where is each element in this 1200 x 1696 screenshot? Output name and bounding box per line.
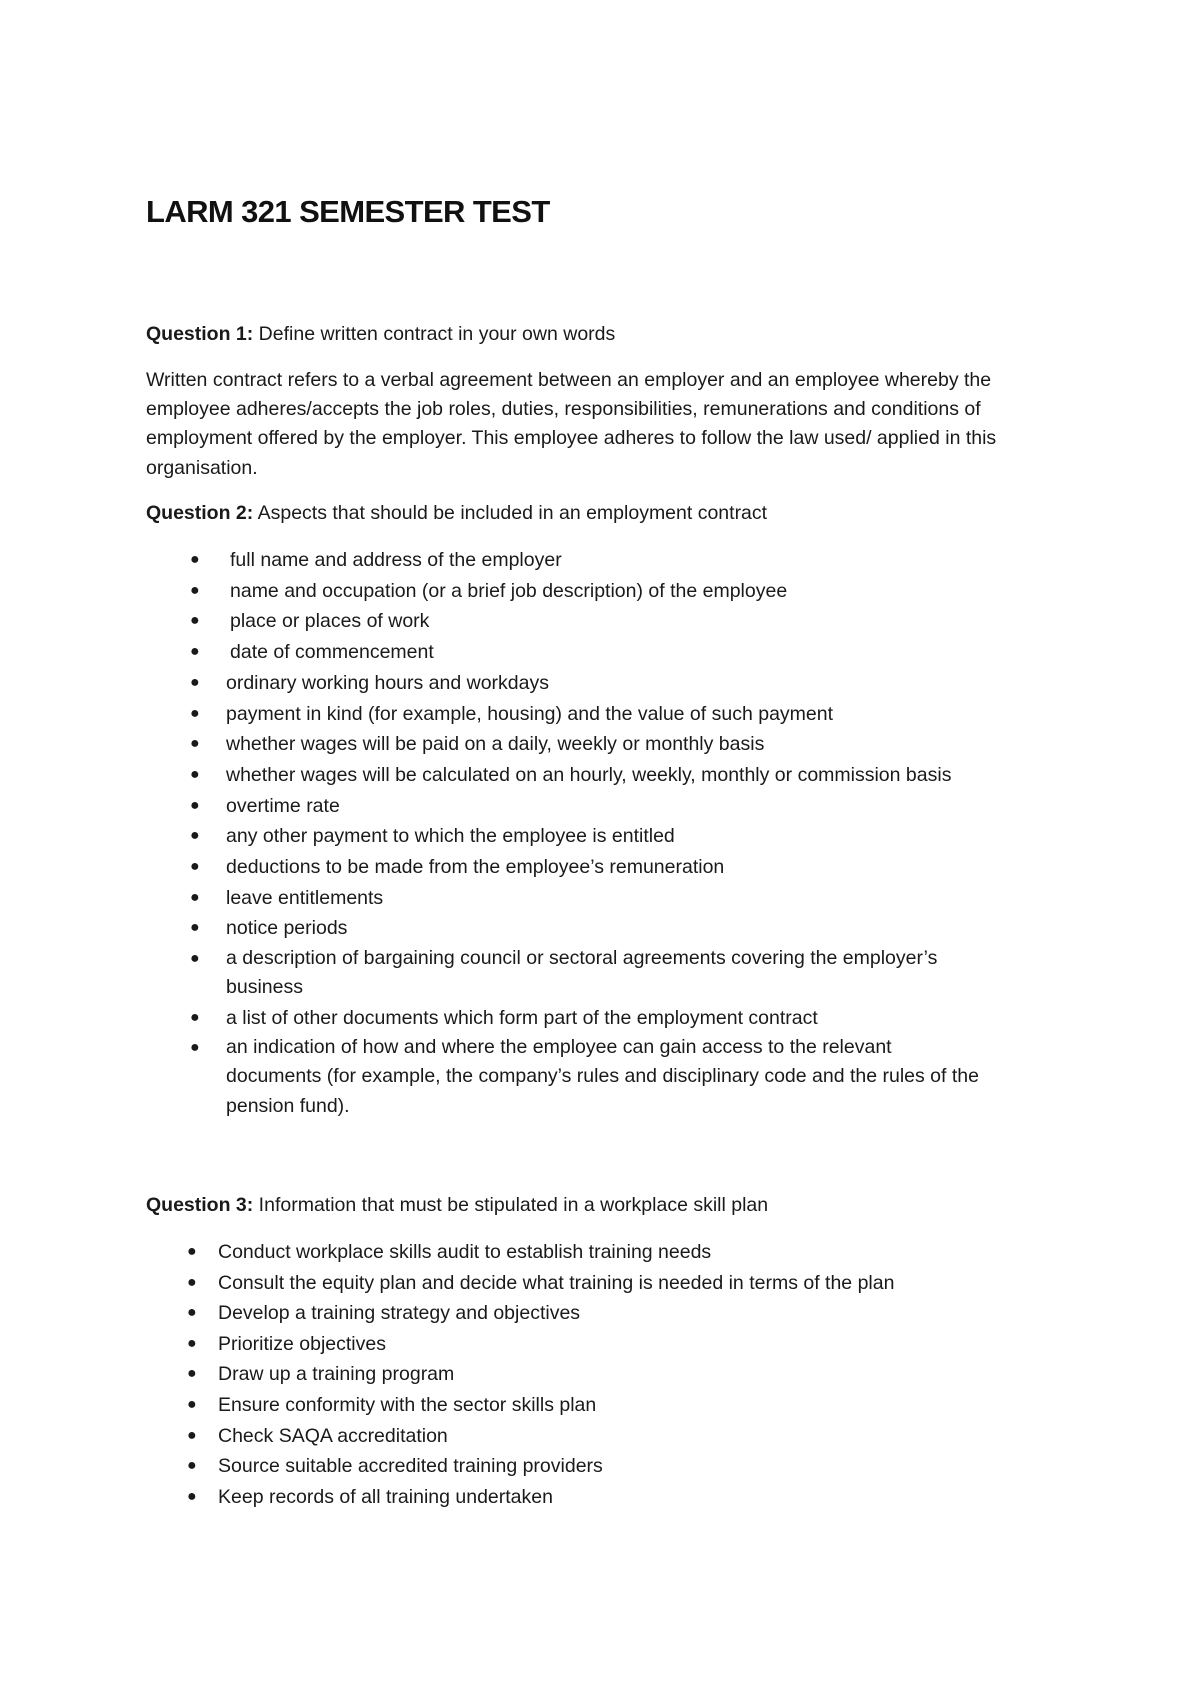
question-1-heading [146, 320, 1066, 349]
bullet-dot-icon: ● [187, 1334, 197, 1352]
bullet-dot-icon: ● [190, 950, 200, 968]
list-item: ● a list of other documents which form part of the employment contract [146, 1003, 986, 1034]
list-item: ● notice periods [146, 913, 986, 944]
bullet-dot-icon: ● [187, 1365, 197, 1383]
list-item: ● Develop a training strategy and objectives [146, 1298, 1066, 1329]
question-2-label: Question 2: [146, 502, 254, 524]
list-item: ● Consult the equity plan and decide what training is needed in terms of the plan [146, 1268, 1066, 1299]
list-item: ● Ensure conformity with the sector skills plan [146, 1390, 1066, 1421]
bullet-dot-icon: ● [190, 858, 200, 876]
bullet-dot-icon: ● [190, 735, 200, 753]
question-1-prompt: Define written contract in your own words [253, 323, 616, 345]
list-item: ● full name and address of the employer [146, 545, 986, 576]
question-1-label: Question 1: [146, 323, 254, 345]
list-item: ● Source suitable accredited training providers [146, 1451, 1066, 1482]
bullet-dot-icon: ● [190, 796, 200, 814]
bullet-dot-icon: ● [187, 1457, 197, 1475]
list-item: ● an indication of how and where the employee can gain access to the relevant documents (for example, the company’s rules and disciplinary code and the rules of the pension fund). [146, 1033, 986, 1121]
bullet-dot-icon: ● [190, 888, 200, 906]
question-1-section [146, 320, 1066, 483]
question-3-list [146, 1237, 1066, 1512]
list-item: ● Prioritize objectives [146, 1329, 1066, 1360]
list-item: ● a description of bargaining council or sectoral agreements covering the employer’s business [146, 944, 986, 1002]
bullet-dot-icon: ● [187, 1273, 197, 1291]
bullet-dot-icon: ● [190, 919, 200, 937]
question-2-prompt: Aspects that should be included in an employment contract [253, 502, 768, 524]
list-item: ● overtime rate [146, 791, 986, 822]
list-item: ● ordinary working hours and workdays [146, 668, 986, 699]
bullet-dot-icon: ● [190, 612, 200, 630]
list-item: ● whether wages will be paid on a daily, weekly or monthly basis [146, 729, 986, 760]
list-item: ● payment in kind (for example, housing) and the value of such payment [146, 699, 986, 730]
list-item: ● place or places of work [146, 606, 986, 637]
list-item: ● Check SAQA accreditation [146, 1421, 1066, 1452]
list-item: ● Draw up a training program [146, 1359, 1066, 1390]
bullet-dot-icon: ● [190, 704, 200, 722]
bullet-dot-icon: ● [187, 1243, 197, 1260]
list-item: ● whether wages will be calculated on an hourly, weekly, monthly or commission basis [146, 760, 986, 791]
bullet-dot-icon: ● [190, 581, 200, 599]
list-item: ● deductions to be made from the employee’s remuneration [146, 852, 986, 883]
bullet-dot-icon: ● [187, 1426, 197, 1444]
list-item: ● date of commencement [146, 637, 986, 668]
question-3-section [146, 1191, 1066, 1512]
question-2-heading [146, 499, 1066, 528]
question-2-list [146, 545, 1066, 1121]
bullet-dot-icon: ● [190, 765, 200, 783]
question-3-prompt: Information that must be stipulated in a workplace skill plan [253, 1194, 769, 1216]
list-item: ● leave entitlements [146, 883, 986, 914]
bullet-dot-icon: ● [190, 827, 200, 845]
bullet-dot-icon: ● [190, 1039, 200, 1057]
bullet-dot-icon: ● [190, 1008, 200, 1026]
bullet-dot-icon: ● [190, 673, 200, 691]
bullet-dot-icon: ● [187, 1304, 197, 1322]
document-title: LARM 321 SEMESTER TEST [146, 194, 550, 229]
bullet-dot-icon: ● [190, 643, 200, 661]
question-3-label: Question 3: [146, 1194, 254, 1216]
bullet-dot-icon: ● [187, 1395, 197, 1413]
question-3-heading [146, 1191, 1066, 1220]
bullet-dot-icon: ● [187, 1487, 197, 1505]
list-item: ● name and occupation (or a brief job description) of the employee [146, 576, 986, 607]
list-item: ● Keep records of all training undertaken [146, 1482, 1066, 1513]
question-2-section [146, 499, 1066, 1121]
list-item: ● any other payment to which the employee is entitled [146, 821, 986, 852]
list-item: ● Conduct workplace skills audit to establish training needs [146, 1237, 1066, 1268]
bullet-dot-icon: ● [190, 551, 200, 568]
question-1-answer: Written contract refers to a verbal agreement between an employer and an employee whereby the employee adheres/accepts the job roles, duties, responsibilities, remunerations and conditions of employment offered by the employer. This employee adheres to follow the law used/ applied in this organisation. [146, 369, 997, 479]
